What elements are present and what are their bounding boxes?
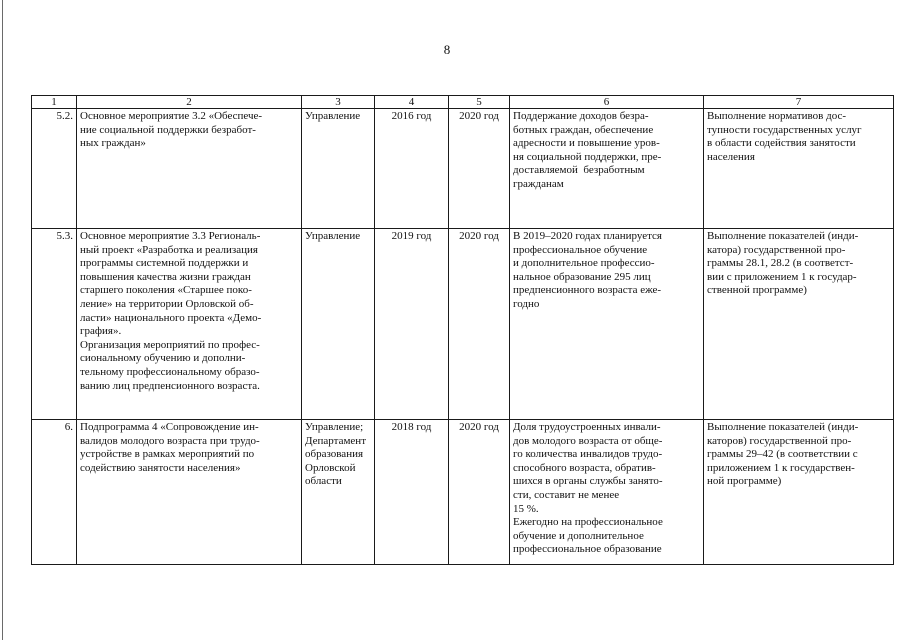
end-year: 2020 год bbox=[449, 109, 510, 229]
column-number-4: 4 bbox=[375, 96, 449, 109]
responsible-executor: Управление bbox=[302, 229, 375, 420]
table-row bbox=[32, 420, 894, 565]
column-number-7: 7 bbox=[704, 96, 894, 109]
activity-name: Подпрограмма 4 «Сопровождение ин- валидов молодого возраста при трудо- устройстве в рамках мероприятий по содействию занятости населения» bbox=[77, 420, 302, 565]
expected-result: Доля трудоустроенных инвали- дов молодого возраста от обще- го количества инвалидов трудо- способного возраста, обратив- шихся в органы службы занято- сти, составит не менее 15 %. Ежегодно на профессиональное обучение и дополнительное профессиональное образование bbox=[510, 420, 704, 565]
linked-indicators: Выполнение показателей (инди- каторов) государственной про- граммы 29–42 (в соответствии с приложением 1 к государствен- ной программе) bbox=[704, 420, 894, 565]
row-number: 5.2. bbox=[32, 109, 77, 229]
row-number: 6. bbox=[32, 420, 77, 565]
column-number-2: 2 bbox=[77, 96, 302, 109]
expected-result: В 2019–2020 годах планируется профессиональное обучение и дополнительное профессио- нальное образование 295 лиц предпенсионного возраста еже- годно bbox=[510, 229, 704, 420]
end-year: 2020 год bbox=[449, 229, 510, 420]
page-left-edge bbox=[2, 0, 3, 640]
start-year: 2018 год bbox=[375, 420, 449, 565]
page-number: 8 bbox=[443, 42, 451, 57]
table-row bbox=[32, 109, 894, 229]
linked-indicators: Выполнение показателей (инди- катора) государственной про- граммы 28.1, 28.2 (в соответст- вии с приложением 1 к государ- ственной программе) bbox=[704, 229, 894, 420]
responsible-executor: Управление; Департамент образования Орловской области bbox=[302, 420, 375, 565]
activity-name: Основное мероприятие 3.3 Региональ- ный проект «Разработка и реализация программы системной поддержки и повышения качества жизни граждан старшего поколения «Старшее поко- ление» на территории Орловской об- ласти» национального проекта «Демо- графия». Организация мероприятий по профес- сиональному обучению и дополни- тельному профессиональному образо- ванию лиц предпенсионного возраста. bbox=[77, 229, 302, 420]
linked-indicators: Выполнение нормативов дос- тупности государственных услуг в области содействия занятости населения bbox=[704, 109, 894, 229]
table-row bbox=[32, 229, 894, 420]
end-year: 2020 год bbox=[449, 420, 510, 565]
activity-name: Основное мероприятие 3.2 «Обеспече- ние социальной поддержки безработ- ных граждан» bbox=[77, 109, 302, 229]
responsible-executor: Управление bbox=[302, 109, 375, 229]
column-number-3: 3 bbox=[302, 96, 375, 109]
row-number: 5.3. bbox=[32, 229, 77, 420]
column-number-1: 1 bbox=[32, 96, 77, 109]
start-year: 2019 год bbox=[375, 229, 449, 420]
program-activities-table bbox=[31, 95, 894, 565]
column-number-row bbox=[32, 96, 894, 109]
expected-result: Поддержание доходов безра- ботных граждан, обеспечение адресности и повышение уров- ня социальной поддержки, пре- доставляемой безработным гражданам bbox=[510, 109, 704, 229]
start-year: 2016 год bbox=[375, 109, 449, 229]
column-number-6: 6 bbox=[510, 96, 704, 109]
column-number-5: 5 bbox=[449, 96, 510, 109]
